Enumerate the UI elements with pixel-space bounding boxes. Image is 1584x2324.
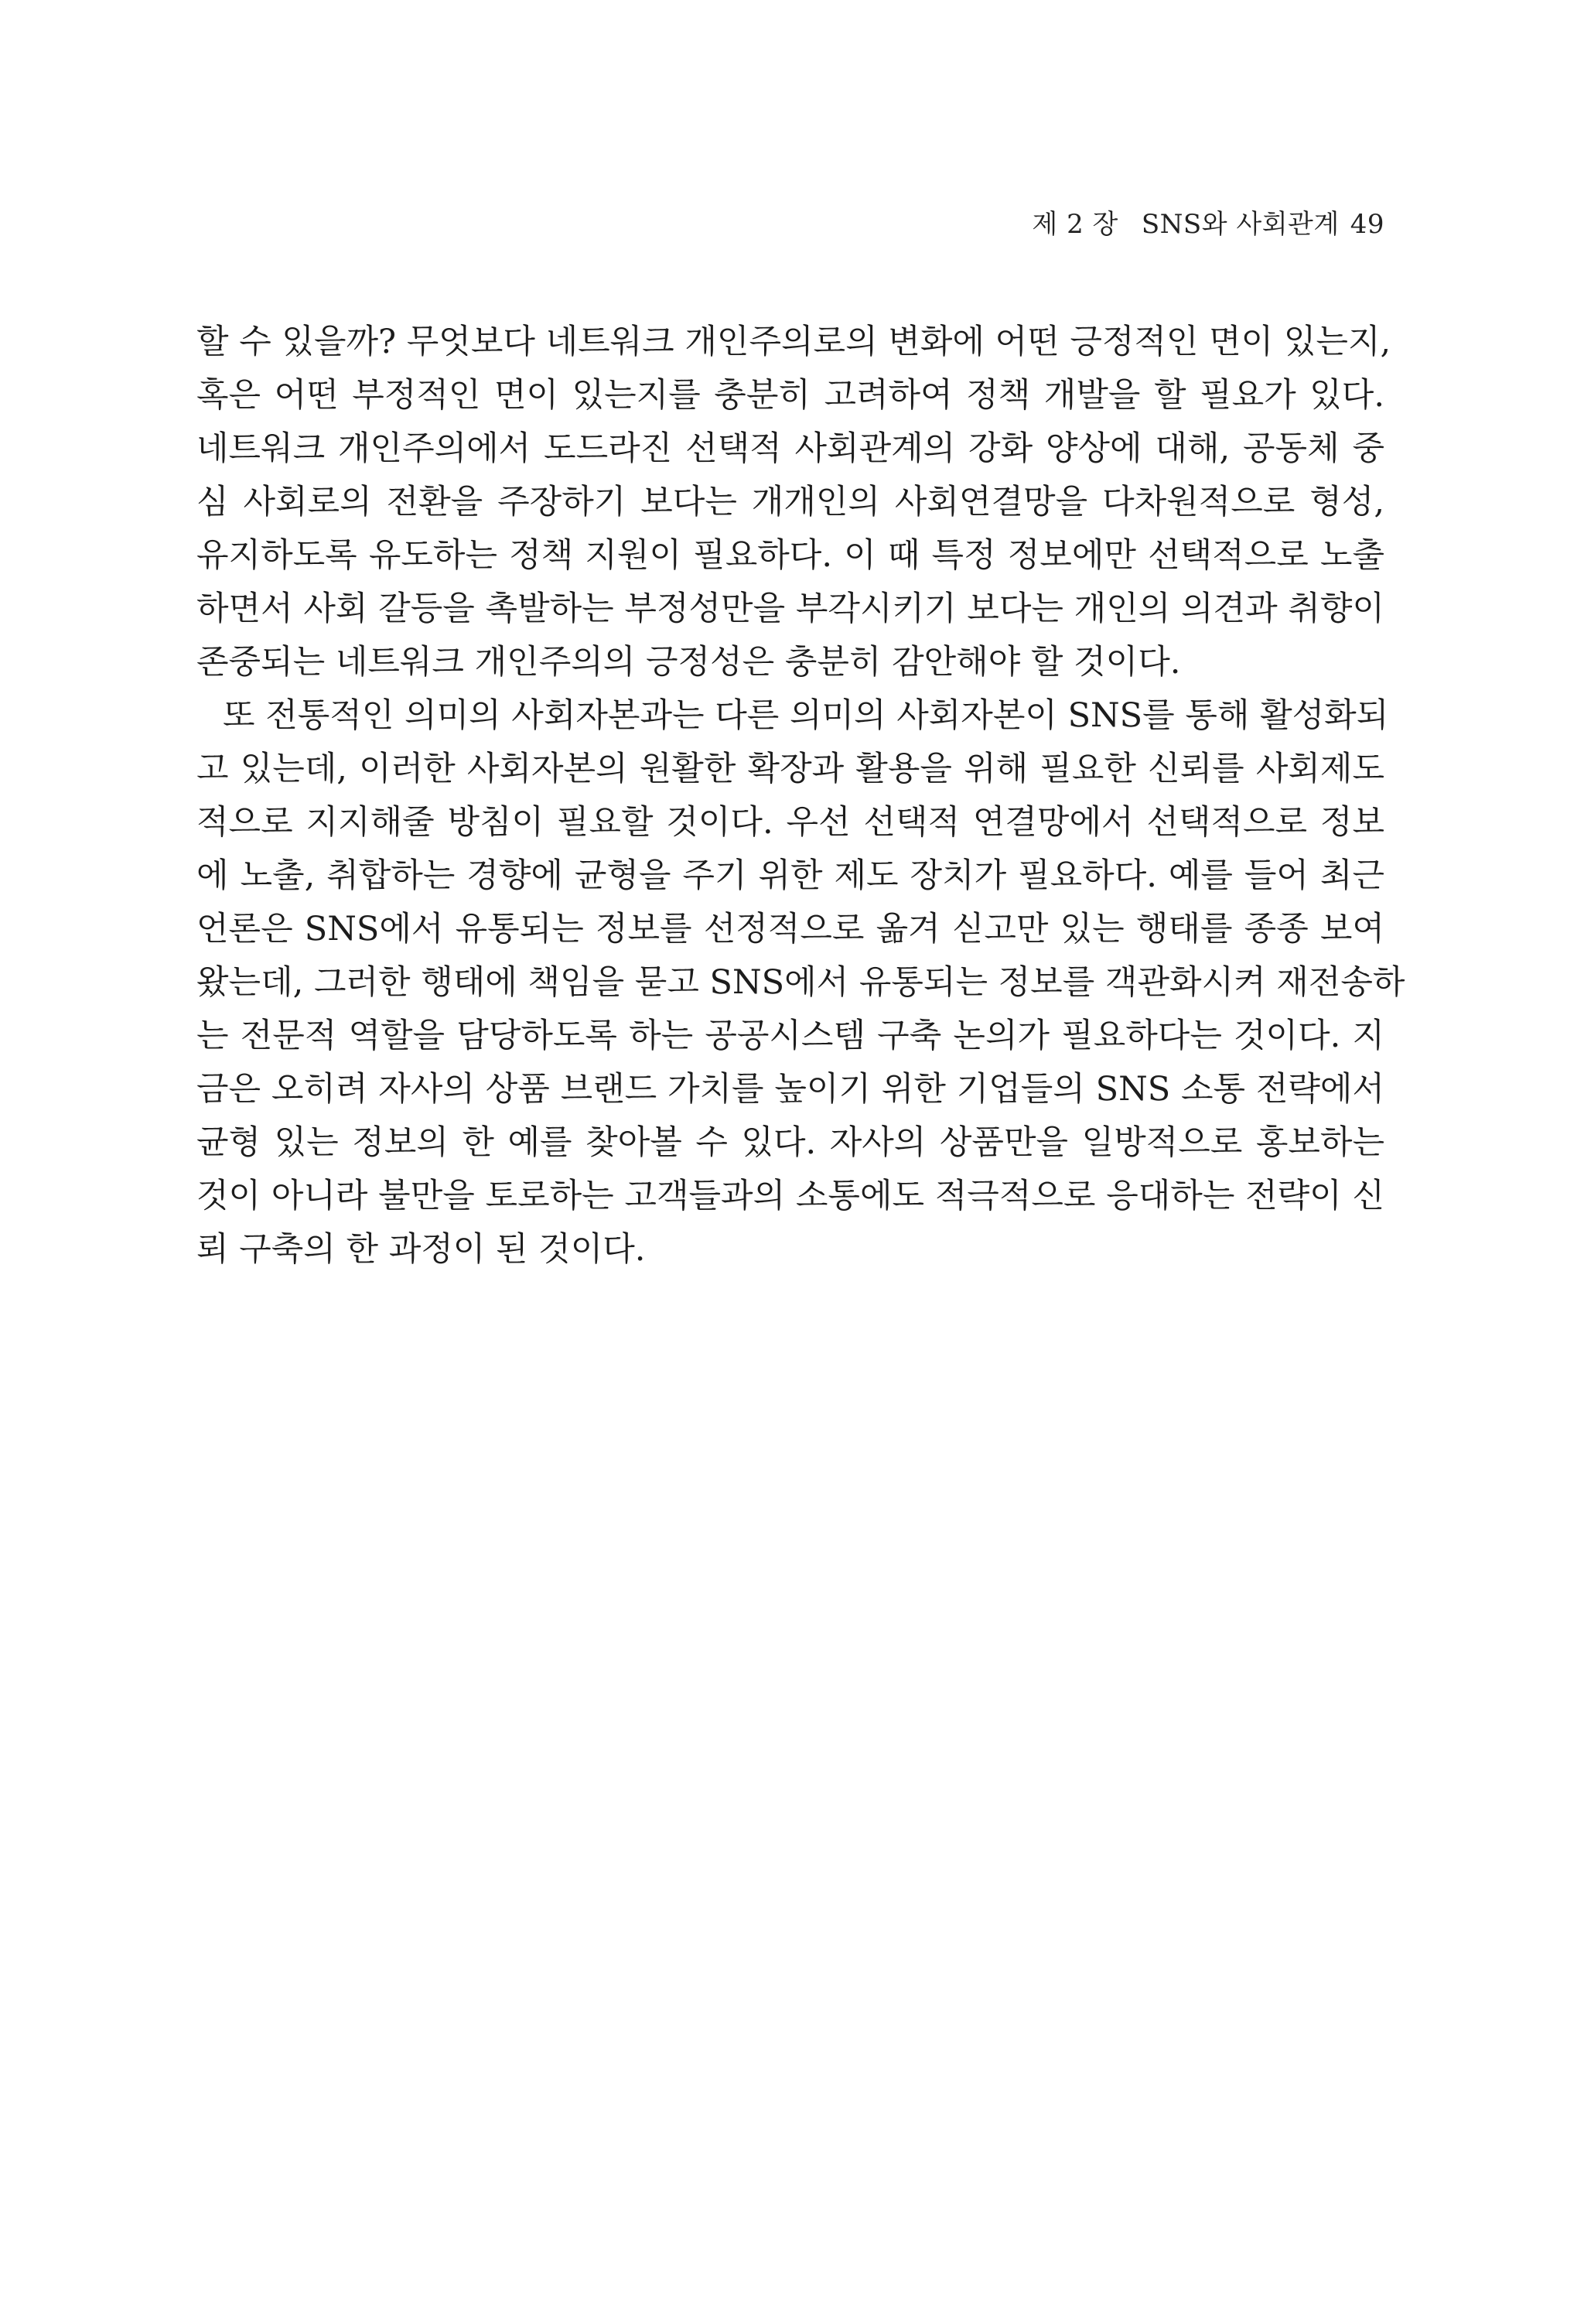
text-line: 금은 오히려 자사의 상품 브랜드 가치를 높이기 위한 기업들의 SNS 소통 전략에서	[196, 1070, 1384, 1109]
text-line: 는 전문적 역할을 담당하도록 하는 공공시스템 구축 논의가 필요하다는 것이다. 지	[196, 1017, 1384, 1055]
text-line: 하면서 사회 갈등을 촉발하는 부정성만을 부각시키기 보다는 개인의 의견과 취향이	[196, 590, 1384, 628]
paragraph-1	[196, 316, 1391, 689]
text-line: 할 수 있을까? 무엇보다 네트워크 개인주의로의 변화에 어떤 긍정적인 면이 있는지,	[196, 323, 1391, 361]
page-number: 49	[1350, 209, 1384, 240]
text-line: 또 전통적인 의미의 사회자본과는 다른 의미의 사회자본이 SNS를 통해 활성화되	[223, 696, 1389, 735]
running-header	[1032, 209, 1384, 240]
text-line: 고 있는데, 이러한 사회자본의 원활한 확장과 활용을 위해 필요한 신뢰를 사회제도	[196, 750, 1384, 788]
text-line: 존중되는 네트워크 개인주의의 긍정성은 충분히 감안해야 할 것이다.	[196, 643, 1181, 682]
text-line: 것이 아니라 불만을 토로하는 고객들과의 소통에도 적극적으로 응대하는 전략이 신	[196, 1177, 1384, 1215]
text-line: 에 노출, 취합하는 경향에 균형을 주기 위한 제도 장치가 필요하다. 예를 들어 최근	[196, 856, 1384, 895]
chapter-title: SNS와 사회관계	[1141, 209, 1340, 240]
text-line: 왔는데, 그러한 행태에 책임을 묻고 SNS에서 유통되는 정보를 객관화시켜 재전송하	[196, 963, 1405, 1002]
paragraph-2	[196, 689, 1405, 1276]
text-line: 심 사회로의 전환을 주장하기 보다는 개개인의 사회연결망을 다차원적으로 형성,	[196, 483, 1384, 521]
body-text	[196, 316, 1405, 1276]
text-line: 적으로 지지해줄 방침이 필요할 것이다. 우선 선택적 연결망에서 선택적으로 정보	[196, 803, 1384, 842]
text-line: 혹은 어떤 부정적인 면이 있는지를 충분히 고려하여 정책 개발을 할 필요가 있다.	[196, 376, 1384, 415]
text-line: 뢰 구축의 한 과정이 된 것이다.	[196, 1230, 646, 1269]
chapter-label: 제 2 장	[1032, 209, 1118, 240]
text-line: 네트워크 개인주의에서 도드라진 선택적 사회관계의 강화 양상에 대해, 공동체 중	[196, 429, 1384, 468]
text-line: 유지하도록 유도하는 정책 지원이 필요하다. 이 때 특정 정보에만 선택적으로 노출	[196, 536, 1384, 575]
text-line: 언론은 SNS에서 유통되는 정보를 선정적으로 옮겨 싣고만 있는 행태를 종종 보여	[196, 910, 1384, 948]
text-line: 균형 있는 정보의 한 예를 찾아볼 수 있다. 자사의 상품만을 일방적으로 홍보하는	[196, 1123, 1384, 1162]
